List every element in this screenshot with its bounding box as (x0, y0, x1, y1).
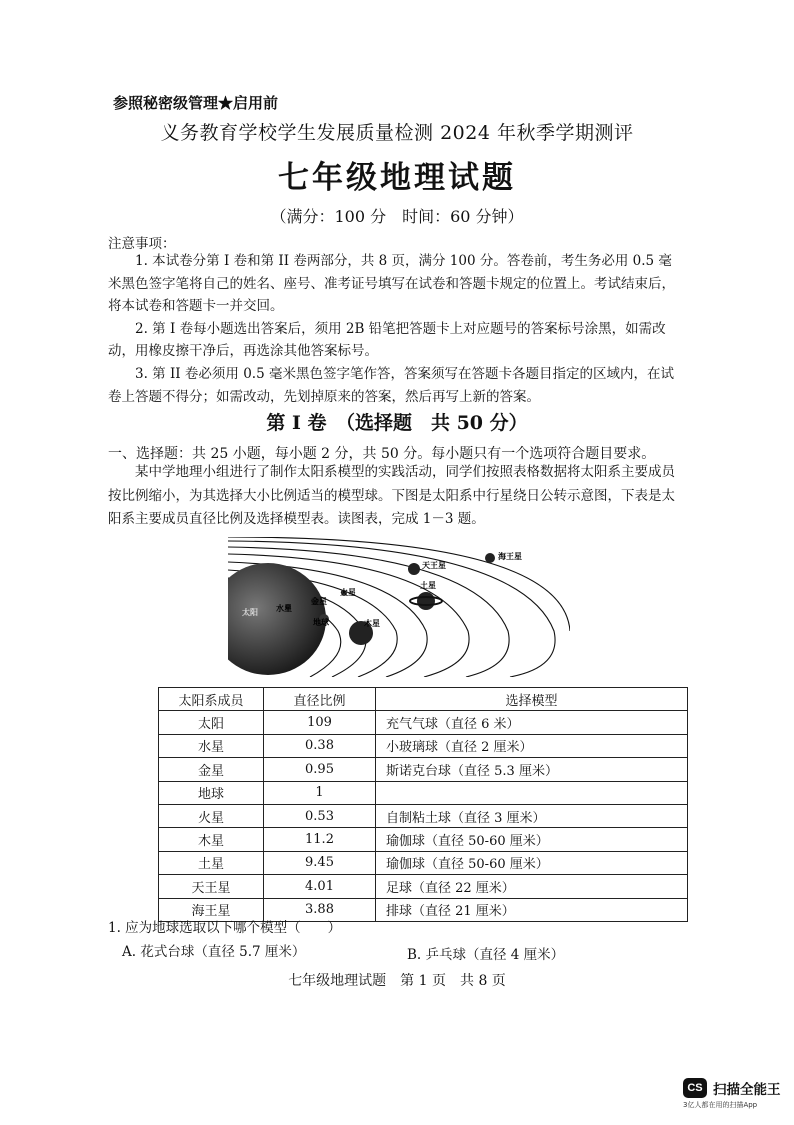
exam-meta: （满分：100 分 时间：60 分钟） (270, 207, 524, 226)
cell-model: 瑜伽球（直径 50-60 厘米） (376, 851, 688, 874)
cell-ratio: 0.53 (264, 804, 376, 827)
cell-member: 火星 (159, 804, 264, 827)
table-row (159, 828, 688, 851)
cell-ratio: 11.2 (264, 828, 376, 851)
saturn (417, 592, 435, 610)
scanner-slogan: 3亿人都在用的扫描App (683, 1101, 758, 1109)
cell-ratio: 9.45 (264, 851, 376, 874)
solar-system-diagram (228, 537, 570, 677)
exam-title: 七年级地理试题 (278, 160, 516, 196)
cell-model (376, 781, 688, 804)
scanner-watermark (683, 1078, 781, 1110)
question-1-stem: 1. 应为地球选取以下哪个模型（ ） (108, 920, 342, 936)
cell-ratio: 3.88 (264, 898, 376, 921)
notes-list (108, 250, 678, 408)
cell-member: 土星 (159, 851, 264, 874)
mercury-label: 水星 (276, 604, 292, 613)
question-1-option-b: B. 乒乓球（直径 4 厘米） (407, 947, 565, 963)
cell-model: 排球（直径 21 厘米） (376, 898, 688, 921)
cell-ratio: 0.95 (264, 758, 376, 781)
table-row (159, 781, 688, 804)
header-ratio: 直径比例 (264, 688, 376, 711)
scanner-name: 扫描全能王 (713, 1082, 781, 1098)
cell-model: 小玻璃球（直径 2 厘米） (376, 734, 688, 757)
table-header-row (159, 688, 688, 711)
cell-ratio: 1 (264, 781, 376, 804)
note-item-1: 1. 本试卷分第 I 卷和第 II 卷两部分，共 8 页，满分 100 分。答卷前，考生务必用 0.5 毫米黑色签字笔将自己的姓名、座号、准考证号填写在试卷和答题卡规定的位置上。考试结束后，将本试卷和答题卡一并交回。 (108, 253, 675, 315)
cell-member: 木星 (159, 828, 264, 851)
sun-label: 太阳 (242, 608, 258, 617)
scanner-logo (683, 1078, 781, 1098)
exam-name: 义务教育学校学生发展质量检测 2024 年秋季学期测评 (160, 122, 634, 144)
cell-ratio: 109 (264, 711, 376, 734)
cell-member: 水星 (159, 734, 264, 757)
planet-model-table (158, 687, 688, 922)
header-member: 太阳系成员 (159, 688, 264, 711)
question-1-option-a: A. 花式台球（直径 5.7 厘米） (122, 944, 306, 960)
table-row (159, 875, 688, 898)
earth-label: 地球 (313, 618, 329, 627)
planet-model-table-wrap (158, 687, 688, 922)
uranus-label: 天王星 (422, 561, 446, 570)
neptune-label: 海王星 (498, 552, 522, 561)
cell-ratio: 0.38 (264, 734, 376, 757)
mars-label: 火星 (340, 588, 356, 597)
jupiter-label: 木星 (364, 619, 380, 628)
cell-member: 地球 (159, 781, 264, 804)
page-footer: 七年级地理试题 第 1 页 共 8 页 (288, 973, 506, 989)
cell-model: 斯诺克台球（直径 5.3 厘米） (376, 758, 688, 781)
confidential-label: 参照秘密级管理★启用前 (113, 94, 279, 112)
cell-model: 瑜伽球（直径 50-60 厘米） (376, 828, 688, 851)
table-row (159, 804, 688, 827)
cell-model: 充气气球（直径 6 米） (376, 711, 688, 734)
camscanner-icon: CS (683, 1078, 707, 1098)
table-row (159, 711, 688, 734)
cell-member: 金星 (159, 758, 264, 781)
question-intro: 某中学地理小组进行了制作太阳系模型的实践活动，同学们按照表格数据将太阳系主要成员按比例缩小，为其选择大小比例适当的模型球。下图是太阳系中行星绕日公转示意图，下表是太阳系主要成员直径比例及选择模型表。读图表，完成 1－3 题。 (108, 464, 675, 527)
table-row (159, 758, 688, 781)
cell-model: 足球（直径 22 厘米） (376, 875, 688, 898)
cell-member: 天王星 (159, 875, 264, 898)
saturn-label: 土星 (420, 581, 436, 590)
venus-label: 金星 (311, 597, 327, 606)
cell-member: 海王星 (159, 898, 264, 921)
table-row (159, 851, 688, 874)
part-title: 第 I 卷 （选择题 共 50 分） (266, 412, 528, 434)
note-item-3: 3. 第 II 卷必须用 0.5 毫米黑色签字笔作答，答案须写在答题卡各题目指定的区域内，在试卷上答题不得分；如需改动，先划掉原来的答案，然后再写上新的答案。 (108, 365, 674, 405)
table-row (159, 734, 688, 757)
cell-member: 太阳 (159, 711, 264, 734)
cell-ratio: 4.01 (264, 875, 376, 898)
section-heading: 一、选择题：共 25 小题，每小题 2 分，共 50 分。每小题只有一个选项符合题目要求。 (108, 446, 656, 462)
uranus (408, 563, 420, 575)
notes-title: 注意事项： (108, 236, 176, 252)
neptune (485, 553, 495, 563)
note-item-2: 2. 第 I 卷每小题选出答案后，须用 2B 铅笔把答题卡上对应题号的答案标号涂黑，如需改动，用橡皮擦干净后，再选涂其他答案标号。 (108, 320, 666, 360)
header-model: 选择模型 (376, 688, 688, 711)
cell-model: 自制粘土球（直径 3 厘米） (376, 804, 688, 827)
